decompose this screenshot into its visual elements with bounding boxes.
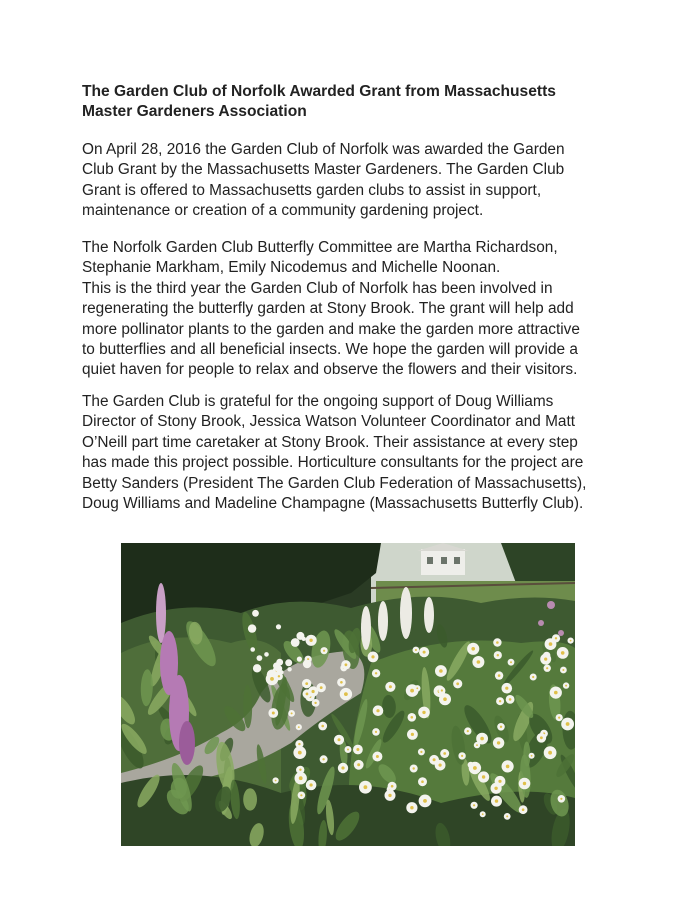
daisy [337, 678, 346, 687]
daisy [418, 707, 430, 719]
daisy [438, 687, 445, 694]
daisy [563, 682, 569, 688]
garden-photo-illustration [121, 543, 575, 846]
daisy [312, 699, 320, 707]
daisy [248, 624, 256, 632]
daisy [385, 790, 396, 801]
daisy [385, 682, 395, 692]
daisy [472, 656, 484, 668]
daisy [340, 688, 352, 700]
daisy [264, 652, 269, 657]
butterfly-garden-photo [121, 543, 575, 846]
daisy [273, 777, 279, 783]
daisy [544, 665, 551, 672]
daisy [464, 727, 471, 734]
text-line: On April 28, 2016 the Garden Club of Norfolk was awarded the Garden [82, 141, 565, 158]
daisy [257, 655, 263, 661]
daisy [291, 638, 300, 647]
daisy [418, 748, 425, 755]
daisy [275, 665, 282, 672]
daisy [496, 697, 504, 705]
text-line: more pollinator plants to the garden and make the garden more attractive [82, 320, 580, 338]
daisy [502, 683, 513, 694]
text-line: Club Grant by the Massachusetts Master Gardeners. The Garden Club [82, 161, 565, 179]
daisy [561, 718, 574, 731]
text-line: Director of Stony Brook, Jessica Watson Volunteer Coordinator and Matt [82, 413, 576, 431]
title-line: Master Gardeners Association [82, 103, 307, 120]
daisy [373, 705, 384, 716]
daisy [341, 660, 350, 669]
text-line: to butterflies and all beneficial insects. We hope the garden will provide a [82, 341, 578, 359]
title-line: The Garden Club of Norfolk Awarded Grant from Massachusetts [82, 83, 556, 100]
daisy [293, 746, 306, 759]
daisy [353, 745, 363, 755]
daisy [321, 647, 328, 654]
daisy [556, 714, 563, 721]
daisy [372, 728, 380, 736]
text-line: O’Neill part time caretaker at Stony Brook. Their assistance at every step [82, 433, 578, 451]
text-line: Stephanie Markham, Emily Nicodemus and Michelle Noonan. [82, 259, 501, 277]
daisy [469, 762, 481, 774]
daisy [480, 811, 486, 817]
daisy [497, 723, 505, 731]
daisy [334, 735, 344, 745]
daisy [419, 795, 432, 808]
daisy [413, 647, 420, 654]
paragraph-acknowledgements [82, 392, 622, 514]
daisy [519, 778, 531, 790]
daisy [296, 724, 302, 730]
daisy [558, 795, 566, 803]
daisy [252, 610, 259, 617]
daisy [435, 665, 447, 677]
daisy [306, 635, 317, 646]
daisy [440, 749, 449, 758]
daisy [303, 660, 311, 668]
text-line: regenerating the butterfly garden at Stony Brook. The grant will help add [82, 300, 574, 318]
daisy [502, 760, 514, 772]
leaf [243, 788, 257, 810]
daisy [530, 674, 537, 681]
daisy [474, 742, 480, 748]
paragraph-butterfly-committee [82, 238, 622, 381]
daisy [560, 667, 567, 674]
daisy [320, 755, 328, 763]
text-line: The Norfolk Garden Club Butterfly Committee are Martha Richardson, [82, 239, 558, 256]
daisy [288, 710, 295, 717]
daisy [297, 657, 302, 662]
daisy [491, 796, 502, 807]
daisy [458, 752, 465, 759]
daisy [253, 664, 261, 672]
daisy [519, 805, 528, 814]
daisy [372, 669, 380, 677]
daisy [495, 671, 503, 679]
text-line: has made this project possible. Horticulture consultants for the project are [82, 454, 584, 472]
daisy [250, 647, 255, 652]
daisy [268, 708, 278, 718]
daisy [296, 632, 304, 640]
daisy [439, 693, 451, 705]
daisy [287, 667, 291, 671]
daisy [276, 659, 283, 666]
daisy [308, 686, 318, 696]
daisy [414, 685, 420, 691]
daisy [418, 777, 427, 786]
daisy [467, 643, 479, 655]
daisy [285, 659, 292, 666]
paragraph-grant-award [82, 140, 622, 222]
text-line: The Garden Club is grateful for the ongoing support of Doug Williams [82, 393, 554, 410]
daisy [545, 638, 557, 650]
text-line: Grant is offered to Massachusetts garden clubs to assist in support, [82, 181, 542, 199]
text-line: Doug Williams and Madeline Champagne (Massachusetts Butterfly Club). [82, 495, 584, 513]
daisy [410, 765, 418, 773]
article-title [82, 82, 642, 122]
daisy [318, 722, 327, 731]
daisy [537, 733, 547, 743]
daisy [419, 647, 429, 657]
daisy [471, 802, 478, 809]
text-line: maintenance or creation of a community gardening project. [82, 202, 484, 220]
daisy [493, 638, 501, 646]
daisy [494, 651, 502, 659]
daisy [529, 753, 535, 759]
daisy [298, 792, 306, 800]
daisy [493, 737, 504, 748]
daisy [508, 659, 515, 666]
daisy [406, 802, 417, 813]
daisy [338, 763, 348, 773]
daisy [388, 782, 397, 791]
daisy [540, 654, 551, 665]
text-line: This is the third year the Garden Club of Norfolk has been involved in [82, 279, 553, 297]
daisy [302, 679, 311, 688]
daisy [495, 776, 506, 787]
daisy [506, 695, 515, 704]
daisy [372, 752, 382, 762]
daisy [276, 624, 281, 629]
daisy [295, 772, 307, 784]
daisy [354, 760, 364, 770]
daisy [408, 713, 417, 722]
daisy [557, 647, 569, 659]
daisy [453, 679, 462, 688]
daisy [345, 746, 352, 753]
daisy [550, 687, 562, 699]
daisy [359, 781, 372, 794]
daisy [504, 813, 511, 820]
daisy [568, 638, 574, 644]
daisy [368, 652, 379, 663]
daisy [544, 746, 557, 759]
daisy [407, 729, 418, 740]
daisy [429, 755, 439, 765]
daisy [478, 771, 489, 782]
text-line: Betty Sanders (President The Garden Club Federation of Massachusetts), [82, 474, 587, 492]
text-line: quiet haven for people to relax and observe the flowers and their visitors. [82, 361, 578, 379]
daisy [306, 780, 317, 791]
